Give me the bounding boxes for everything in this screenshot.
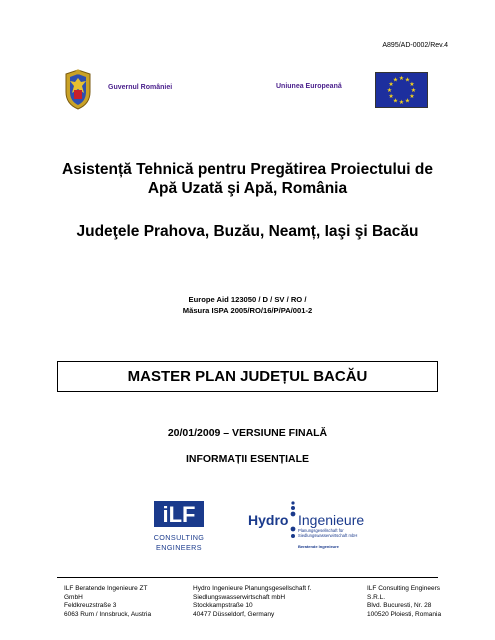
footer-line: S.R.L. — [367, 593, 386, 601]
romania-coat-of-arms-icon — [62, 68, 94, 110]
aid-reference-line1: Europe Aid 123050 / D / SV / RO / — [188, 295, 307, 304]
eu-flag — [375, 72, 428, 108]
government-label: Guvernul României — [108, 84, 173, 91]
footer-line: Blvd. Bucuresti, Nr. 28 — [367, 602, 432, 610]
essential-info-heading: INFORMAȚII ESENȚIALE — [185, 453, 310, 465]
hydro-logo-sub2: Siedlungswasserwirtschaft mbH — [298, 533, 358, 538]
footer-line: 6063 Rum / Innsbruck, Austria — [64, 611, 152, 619]
footer-line: ILF Beratende Ingenieure ZT — [64, 585, 148, 592]
document-reference: A895/AD-0002/Rev.4 — [382, 42, 448, 49]
aid-reference-line2: Măsura ISPA 2005/RO/16/P/PA/001-2 — [182, 306, 313, 315]
footer-line: Feldkreuzstraße 3 — [64, 602, 117, 610]
hydro-logo-sub3: Beratende Ingenieure — [298, 544, 339, 549]
footer-line: ILF Consulting Engineers — [367, 585, 440, 592]
footer-line: Siedlungswasserwirtschaft mbH — [193, 593, 286, 601]
svg-text:★: ★ — [388, 93, 394, 100]
ilf-logo-text: iLF — [162, 502, 196, 527]
svg-text:★: ★ — [392, 97, 399, 105]
footer-divider — [57, 577, 438, 578]
ilf-logo-line2: ENGINEERS — [156, 543, 202, 552]
footer-line: Stockkampstraße 10 — [193, 602, 253, 610]
hydro-logo-word1: Hydro — [248, 512, 289, 528]
footer-address-ilf-austria — [64, 585, 151, 620]
svg-text:★: ★ — [398, 99, 405, 106]
footer-line: Hydro Ingenieure Planungsgesellschaft f. — [193, 585, 312, 592]
svg-text:★: ★ — [410, 87, 417, 94]
footer-line: 40477 Düsseldorf, Germany — [193, 611, 275, 619]
footer-address-hydro — [193, 585, 312, 620]
footer-line: 100520 Ploiesti, Romania — [367, 611, 442, 619]
svg-text:★: ★ — [386, 87, 393, 94]
hydro-logo-sub1: Planungsgesellschaft für — [298, 528, 344, 533]
hydro-ingenieure-logo — [248, 500, 374, 552]
european-union-label: Uniunea Europeană — [276, 83, 342, 90]
svg-text:★: ★ — [409, 81, 415, 88]
svg-text:★: ★ — [404, 76, 411, 84]
footer-line: GmbH — [64, 593, 83, 601]
footer-address-ilf-romania — [367, 585, 441, 620]
hydro-logo-word2: Ingenieure — [298, 512, 365, 528]
ilf-logo-line1: CONSULTING — [153, 533, 205, 542]
svg-text:★: ★ — [409, 93, 415, 100]
svg-text:★: ★ — [404, 97, 411, 105]
ilf-logo — [150, 499, 208, 555]
project-title-line1: Asistență Tehnică pentru Pregătirea Proiectului de — [62, 161, 433, 178]
eu-stars-icon — [376, 73, 427, 107]
master-plan-title: MASTER PLAN JUDEȚUL BACĂU — [57, 361, 438, 392]
svg-text:★: ★ — [388, 81, 394, 88]
project-title-line2: Apă Uzată şi Apă, România — [147, 180, 348, 197]
aid-reference — [0, 294, 495, 316]
svg-text:★: ★ — [392, 76, 399, 84]
project-title — [0, 160, 495, 198]
counties-title: Judeţele Prahova, Buzău, Neamț, Iaşi şi Bacău — [76, 223, 419, 240]
date-version: 20/01/2009 – VERSIUNE FINALĂ — [167, 427, 328, 439]
svg-text:★: ★ — [398, 75, 405, 82]
